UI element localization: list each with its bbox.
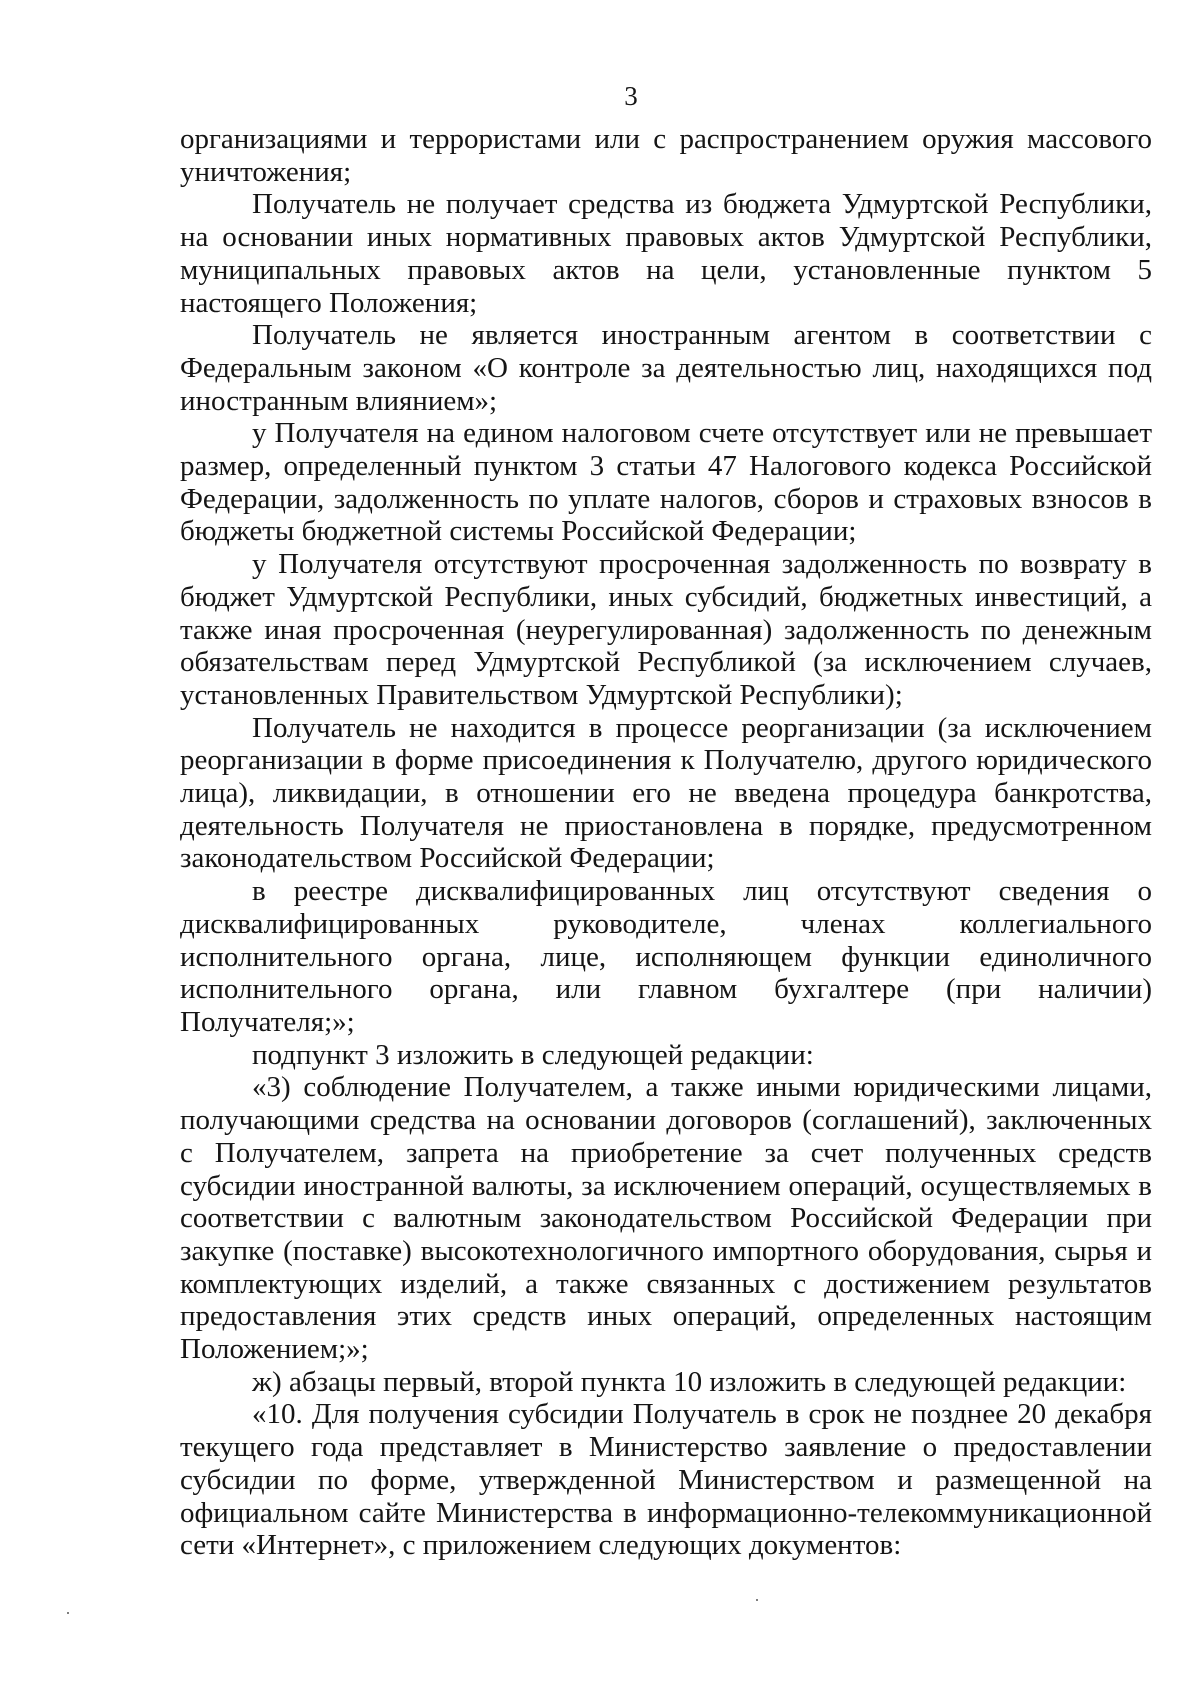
scan-speck	[756, 1599, 758, 1601]
page-number: 3	[624, 81, 638, 111]
paragraph-9: «3) соблюдение Получателем, а также иными юридическими лицами, получающими средства на основании договоров (соглашений), заключенных с Получателем, запрета на приобретение за счет полученных средств субсидии иностранной валюты, за исключением операций, осуществляемых в соответствии с валютным законодательством Российской Федерации при закупке (поставке) высокотехнологичного импортного оборудования, сырья и комплектующих изделий, а также связанных с достижением результатов предоставления этих средств иных операций, определенных настоящим Положением;»;	[180, 1071, 1152, 1366]
paragraph-4: у Получателя на едином налоговом счете отсутствует или не превышает размер, определенный пунктом 3 статьи 47 Налогового кодекса Российской Федерации, задолженность по уплате налогов, сборов и страховых взносов в бюджеты бюджетной системы Российской Федерации;	[180, 417, 1152, 548]
paragraph-7: в реестре дисквалифицированных лиц отсутствуют сведения о дисквалифицированных руководителе, членах коллегиального исполнительного органа, лице, исполняющем функции единоличного исполнительного органа, или главном бухгалтере (при наличии) Получателя;»;	[180, 875, 1152, 1038]
document-body	[180, 123, 1152, 1562]
paragraph-11: «10. Для получения субсидии Получатель в срок не позднее 20 декабря текущего года представляет в Министерство заявление о предоставлении субсидии по форме, утвержденной Министерством и размещенной на официальном сайте Министерства в информационно-телекоммуникационной сети «Интернет», с приложением следующих документов:	[180, 1398, 1152, 1562]
scan-speck	[67, 1612, 69, 1614]
paragraph-6: Получатель не находится в процессе реорганизации (за исключением реорганизации в форме присоединения к Получателю, другого юридического лица), ликвидации, в отношении его не введена процедура банкротства, деятельность Получателя не приостановлена в порядке, предусмотренном законодательством Российской Федерации;	[180, 711, 1152, 875]
paragraph-10: ж) абзацы первый, второй пункта 10 изложить в следующей редакции:	[252, 1365, 1127, 1398]
paragraph-2: Получатель не получает средства из бюджета Удмуртской Республики, на основании иных нормативных правовых актов Удмуртской Республики, муниципальных правовых актов на цели, установленные пунктом 5 настоящего Положения;	[180, 188, 1152, 319]
paragraph-8: подпункт 3 изложить в следующей редакции:	[252, 1038, 814, 1071]
paragraph-1: организациями и террористами или с распространением оружия массового уничтожения;	[180, 123, 1152, 188]
paragraph-3: Получатель не является иностранным агентом в соответствии с Федеральным законом «О контроле за деятельностью лиц, находящихся под иностранным влиянием»;	[180, 319, 1152, 417]
paragraph-5: у Получателя отсутствуют просроченная задолженность по возврату в бюджет Удмуртской Республики, иных субсидий, бюджетных инвестиций, а также иная просроченная (неурегулированная) задолженность по денежным обязательствам перед Удмуртской Республикой (за исключением случаев, установленных Правительством Удмуртской Республики);	[180, 548, 1152, 711]
